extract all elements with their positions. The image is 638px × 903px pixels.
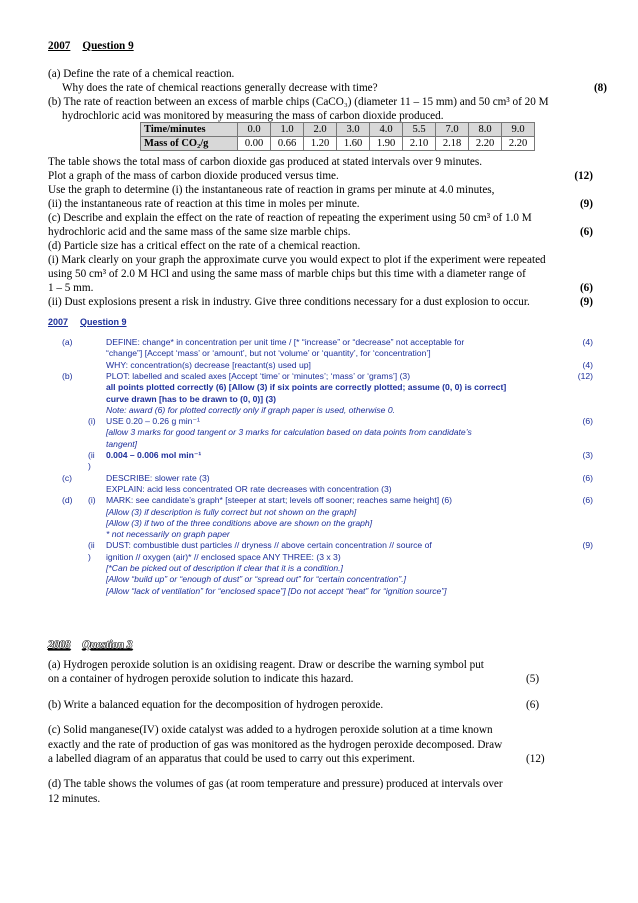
table-cell: 1.0 (271, 123, 304, 137)
ms-text: all points plotted correctly (6) [Allow (3) if six points are correctly plotted; assume (0, 0) is correct] (106, 382, 507, 393)
table-cell: 2.20 (469, 137, 502, 151)
ms-year: 2007 (48, 317, 69, 327)
question-line: (c) Describe and explain the effect on the rate of reaction of repeating the experiment using 50 cm³ of 1.0 M (48, 212, 532, 224)
ms-text: curve drawn [has to be drawn to (0, 0)] (3) (106, 393, 276, 404)
table-header: Mass of CO₂/g (141, 137, 238, 151)
question-year: 2007 (48, 40, 71, 52)
question-mark: (6) (526, 698, 540, 711)
question-line: using 50 cm³ of 2.0 M HCl and using the same mass of marble chips but this time with a diameter range of (48, 268, 526, 280)
table-cell: 4.0 (370, 123, 403, 137)
ms-text: DEFINE: change* in concentration per unit time / [* “increase” or “decrease” not acceptable for (106, 337, 465, 347)
table-cell: 0.00 (238, 137, 271, 151)
question-line (48, 777, 528, 791)
ms-part-label: (c) (62, 472, 73, 483)
table-cell: 2.0 (304, 123, 337, 137)
table-row-time (141, 123, 535, 137)
table-cell: 5.5 (403, 123, 436, 137)
ms-subpart-label: (i) (88, 495, 96, 506)
table-cell: 9.0 (502, 123, 535, 137)
table-cell: 3.0 (337, 123, 370, 137)
question-line: 1 – 5 mm. (6) (48, 282, 593, 294)
question-2008-heading (48, 638, 144, 652)
ms-subpart-label: ) (88, 461, 91, 472)
question-line: Use the graph to determine (i) the instantaneous rate of reaction in grams per minute at 4.0 minutes, (48, 184, 495, 196)
ms-text: PLOT: labelled and scaled axes [Accept ‘time’ or ‘minutes’; ‘mass’ or ‘grams’] (3) (106, 370, 411, 381)
question-line: (ii) Dust explosions present a risk in industry. Give three conditions necessary for a dust explosion to occur. (9) (48, 296, 593, 308)
ms-label: Question 9 (80, 317, 127, 327)
question-line (48, 723, 528, 737)
question-line: hydrochloric acid was monitored by measuring the mass of carbon dioxide produced. (62, 110, 444, 122)
ms-mark: (3) (582, 450, 593, 460)
question-line: (b) The rate of reaction between an excess of marble chips (CaCO₃) (diameter 11 – 15 mm) and 50 cm³ of 20 M (48, 96, 549, 108)
ms-subpart-label: (ii (88, 540, 95, 551)
ms-text: EXPLAIN: acid less concentrated OR rate decreases with concentration (3) (106, 483, 392, 494)
question-line-text: (b) Write a balanced equation for the decomposition of hydrogen peroxide. (48, 698, 384, 711)
question-line (48, 658, 528, 672)
question-line-text: (c) Solid manganese(IV) oxide catalyst was added to a hydrogen peroxide solution at a time known (48, 724, 493, 737)
ms-part-label: (a) (62, 337, 73, 347)
question-line (48, 752, 545, 766)
ms-text: [Allow “build up” or “enough of dust” or “spread out” for “certain concentration”.] (106, 574, 406, 585)
ms-subpart-label: (i) (88, 416, 96, 427)
question-line-text: (d) The table shows the volumes of gas (at room temperature and pressure) produced at intervals over (48, 778, 503, 791)
question-line: Plot a graph of the mass of carbon dioxide produced versus time. (12) (48, 170, 593, 182)
ms-text: [Allow “lack of ventilation” for “enclosed space”] [Do not accept “heat” for “ignition source”] (106, 585, 447, 596)
marking-scheme-heading (48, 317, 139, 328)
question-line (48, 672, 540, 686)
ms-part-label: (b) (62, 370, 73, 381)
table-cell: 0.0 (238, 123, 271, 137)
ms-text: Note: award (6) for plotted correctly only if graph paper is used, otherwise 0. (106, 404, 395, 415)
table-cell: 2.10 (403, 137, 436, 151)
ms-part-label: (d) (62, 495, 73, 506)
question-line (48, 698, 540, 712)
question-line: (d) Particle size has a critical effect on the rate of a chemical reaction. (48, 240, 361, 252)
ms-text: ignition // oxygen (air)* // enclosed space ANY THREE: (3 x 3) (106, 551, 341, 562)
question-mark: (12) (526, 753, 545, 765)
table-cell: 7.0 (436, 123, 469, 137)
ms-subpart-label: ) (88, 551, 91, 562)
question-line (48, 738, 528, 752)
ms-mark: (12) (577, 370, 593, 381)
ms-text: [Allow (3) if two of the three conditions above are shown on the graph] (106, 517, 373, 528)
table-row-mass (141, 137, 535, 151)
ms-text: * not necessarily on graph paper (106, 529, 230, 540)
ms-text: 0.004 – 0.006 mol min⁻¹ (106, 450, 202, 460)
question-line: hydrochloric acid and the same mass of the same size marble chips. (6) (48, 226, 593, 238)
question-line-text: (a) Hydrogen peroxide solution is an oxidising reagent. Draw or describe the warning symbol put (48, 659, 484, 671)
question-line-text: exactly and the rate of production of gas was monitored as the hydrogen peroxide decomposed. Draw (48, 738, 503, 751)
ms-text: USE 0.20 – 0.26 g min⁻¹ (106, 416, 200, 427)
table-cell: 8.0 (469, 123, 502, 137)
question-2007-heading (48, 39, 146, 53)
question-line-text: 12 minutes. (48, 792, 101, 805)
question-label: Question 3 (82, 639, 133, 651)
ms-text: [Allow (3) if description is fully correct but not shown on the graph] (106, 506, 357, 517)
question-mark: (5) (526, 673, 540, 686)
table-cell: 1.60 (337, 137, 370, 151)
question-line: (i) Mark clearly on your graph the approximate curve you would expect to plot if the experiment were repeated (48, 254, 546, 266)
table-cell: 1.20 (304, 137, 337, 151)
question-year: 2008 (48, 639, 71, 651)
ms-mark: (6) (582, 495, 593, 506)
question-line-text: a labelled diagram of an apparatus that could be used to carry out this experiment. (48, 753, 415, 765)
question-line: The table shows the total mass of carbon dioxide gas produced at stated intervals over 9 minutes. (48, 156, 483, 168)
question-line: Why does the rate of chemical reactions generally decrease with time? (8) (62, 82, 607, 94)
ms-text: DUST: combustible dust particles // dryness // above certain concentration // source of (106, 540, 432, 551)
ms-mark: (4) (582, 359, 593, 370)
question-line: (a) Define the rate of a chemical reaction. (48, 68, 235, 80)
question-line (48, 792, 528, 806)
question-line: (ii) the instantaneous rate of reaction at this time in moles per minute. (9) (48, 198, 593, 210)
ms-text: “change”] [Accept ‘mass’ or ‘amount’, but not ‘volume’ or ‘quantity’, for ‘concentration’] (106, 348, 431, 359)
ms-text: WHY: concentration(s) decrease [reactant(s) used up] (106, 359, 311, 370)
co2-mass-table (140, 122, 535, 151)
ms-mark: (6) (582, 416, 593, 427)
table-cell: 2.20 (502, 137, 535, 151)
table-cell: 2.18 (436, 137, 469, 151)
ms-subpart-label: (ii (88, 450, 95, 460)
ms-text: MARK: see candidate’s graph* [steeper at start; levels off sooner; reaches same height] (6) (106, 495, 453, 506)
ms-text: tangent] (106, 438, 138, 449)
table-cell: 1.90 (370, 137, 403, 151)
ms-mark: (9) (582, 540, 593, 551)
ms-text: [allow 3 marks for good tangent or 3 marks for calculation based on data points from candidate’s (106, 427, 472, 438)
question-line-text: on a container of hydrogen peroxide solution to indicate this hazard. (48, 673, 354, 686)
table-cell: 0.66 (271, 137, 304, 151)
question-label: Question 9 (82, 40, 134, 52)
ms-text: [*Can be picked out of description if clear that it is a condition.] (106, 563, 343, 573)
ms-text: DESCRIBE: slower rate (3) (106, 472, 210, 483)
ms-mark: (4) (582, 337, 593, 347)
table-header: Time/minutes (141, 123, 238, 137)
ms-mark: (6) (582, 472, 593, 483)
